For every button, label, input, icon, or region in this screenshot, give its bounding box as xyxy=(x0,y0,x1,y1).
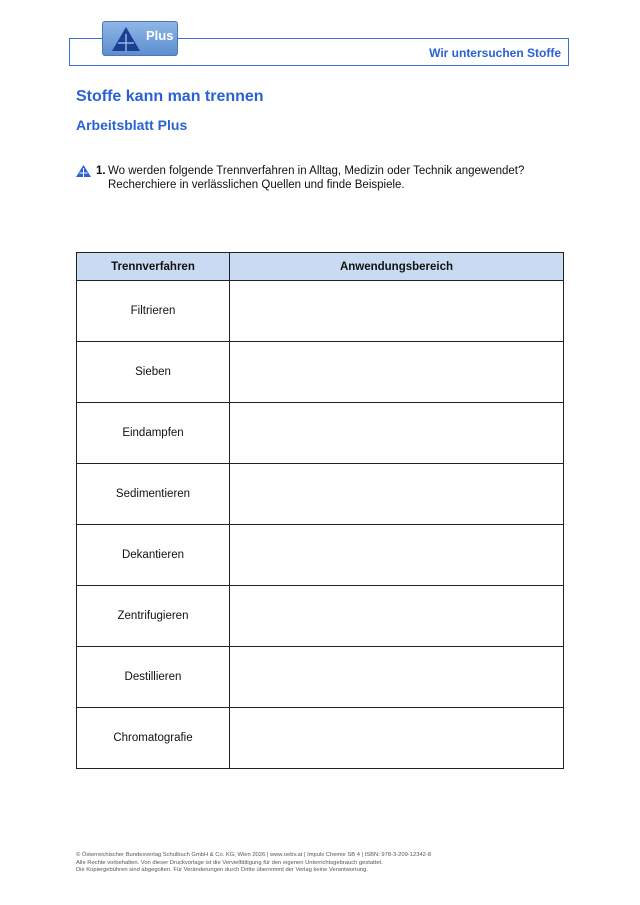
table-row xyxy=(77,342,564,403)
table-row xyxy=(77,525,564,586)
method-cell: Sieben xyxy=(77,342,230,403)
task-line-2: Recherchiere in verlässlichen Quellen und finde Beispiele. xyxy=(108,179,405,191)
triangle-task-icon xyxy=(76,165,91,177)
task-line-1: Wo werden folgende Trennverfahren in Alltag, Medizin oder Technik angewendet? xyxy=(108,165,525,177)
table-row xyxy=(77,708,564,769)
plus-logo xyxy=(102,21,178,56)
table-row xyxy=(77,403,564,464)
task-number: 1. xyxy=(96,165,106,177)
page-title: Stoffe kann man trennen xyxy=(76,88,264,105)
method-cell: Destillieren xyxy=(77,647,230,708)
application-cell[interactable] xyxy=(230,647,564,708)
application-cell[interactable] xyxy=(230,708,564,769)
method-cell: Eindampfen xyxy=(77,403,230,464)
section-label: Wir untersuchen Stoffe xyxy=(429,46,561,60)
method-cell: Filtrieren xyxy=(77,281,230,342)
column-header-method: Trennverfahren xyxy=(77,253,230,281)
application-cell[interactable] xyxy=(230,403,564,464)
copyright-footer xyxy=(76,852,576,875)
triangle-logo-icon xyxy=(111,26,141,52)
footer-line-3: Die Kopiergebühren sind abgegolten. Für Veränderungen durch Dritte übernimmt der Verlag keine Verantwortung. xyxy=(76,867,368,874)
application-cell[interactable] xyxy=(230,464,564,525)
application-cell[interactable] xyxy=(230,342,564,403)
task-text xyxy=(108,164,578,192)
page-subtitle: Arbeitsblatt Plus xyxy=(76,117,188,133)
separation-methods-table xyxy=(76,252,564,769)
table-row xyxy=(77,586,564,647)
method-cell: Sedimentieren xyxy=(77,464,230,525)
application-cell[interactable] xyxy=(230,281,564,342)
table-header-row xyxy=(77,253,564,281)
footer-line-1: © Österreichischer Bundesverlag Schulbuch GmbH & Co. KG, Wien 2026 | www.oebv.at | Impuls Chemie SB 4 | ISBN: 978-3-209-12342-8 xyxy=(76,852,432,858)
logo-label: Plus xyxy=(146,28,174,43)
table-row xyxy=(77,647,564,708)
method-cell: Dekantieren xyxy=(77,525,230,586)
column-header-application: Anwendungsbereich xyxy=(230,253,564,281)
table-row xyxy=(77,281,564,342)
table-row xyxy=(77,464,564,525)
method-cell: Chromatografie xyxy=(77,708,230,769)
method-cell: Zentrifugieren xyxy=(77,586,230,647)
footer-line-2: Alle Rechte vorbehalten. Von dieser Druckvorlage ist die Vervielfältigung für den eigenen Unterrichtsgebrauch gestattet. xyxy=(76,859,383,866)
application-cell[interactable] xyxy=(230,525,564,586)
application-cell[interactable] xyxy=(230,586,564,647)
